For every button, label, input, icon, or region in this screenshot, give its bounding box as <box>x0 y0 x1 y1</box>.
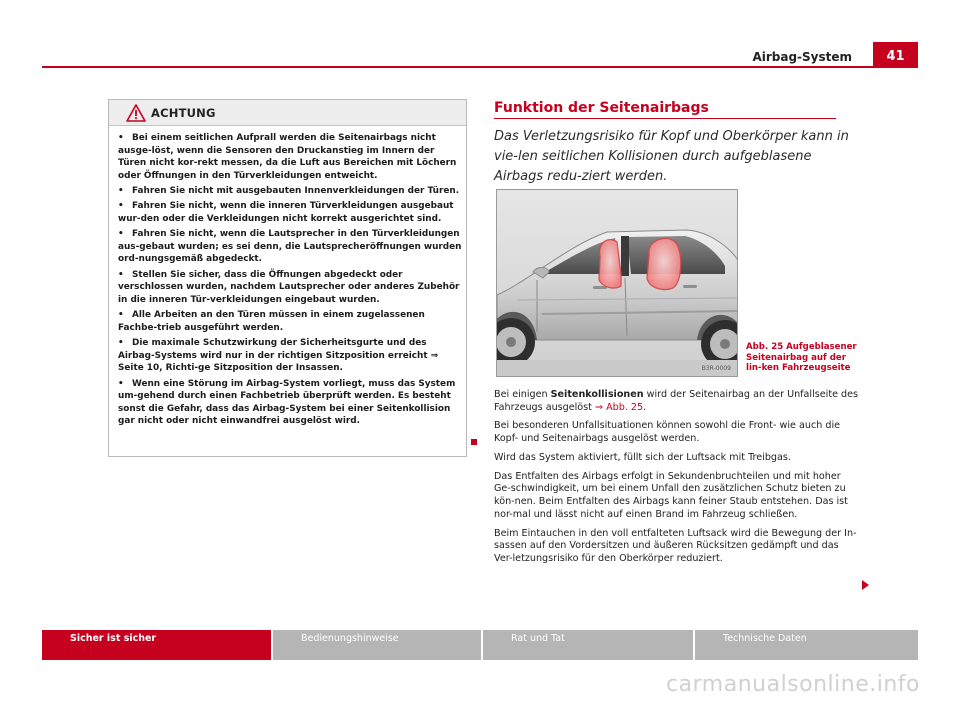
warning-list <box>118 132 462 431</box>
paragraph: Bei einigen Seitenkollisionen wird der Seitenairbag an der Unfallseite des Fahrzeugs ausgelöst ⇒ Abb. 25. <box>494 389 859 413</box>
car-illustration <box>497 190 738 377</box>
body-text <box>494 389 859 572</box>
watermark: carmanualsonline.info <box>666 672 920 697</box>
warning-item: • Fahren Sie nicht, wenn die Lautsprecher in den Türverkleidungen aus-gebaut wurden; es sei denn, die Lautsprecheröffnungen wurden ord-nungsgemäß abgedeckt. <box>118 229 462 265</box>
warning-item: • Alle Arbeiten an den Türen müssen in einem zugelassenen Fachbe-trieb ausgeführt werden. <box>118 310 425 333</box>
footer-tab-sicher-ist-sicher[interactable]: Sicher ist sicher <box>42 630 271 660</box>
continue-arrow-icon <box>862 580 869 590</box>
footer-tab-technische-daten[interactable]: Technische Daten <box>695 630 918 660</box>
warning-item: • Fahren Sie nicht mit ausgebauten Innenverkleidungen der Türen. <box>118 186 460 197</box>
section-rule <box>494 118 836 119</box>
figure-reference-link[interactable]: ⇒ Abb. 25 <box>595 401 644 413</box>
warning-title: ACHTUNG <box>151 106 216 120</box>
section-intro: Das Verletzungsrisiko für Kopf und Oberkörper kann in vie-len seitlichen Kollisionen durch aufgeblasene Airbags redu-ziert werden. <box>494 129 849 184</box>
warning-item: • Fahren Sie nicht, wenn die inneren Türverkleidungen ausgebaut wur-den oder die Verkleidungen nicht korrekt ausgerichtet sind. <box>118 201 454 224</box>
section-end-marker <box>471 439 477 445</box>
warning-item: • Stellen Sie sicher, dass die Öffnungen abgedeckt oder verschlossen wurden, nachdem Lautsprecher oder anderes Zubehör in die inneren Tür-verkleidungen eingebaut wurden. <box>118 269 460 305</box>
warning-box <box>108 99 467 457</box>
warning-header <box>109 100 466 126</box>
header-rule <box>42 66 917 68</box>
warning-item: • Die maximale Schutzwirkung der Sicherheitsgurte und des Airbag-Systems wird nur in der richtigen Sitzposition erreicht ⇒ Seite 10, Richti-ge Sitzposition der Insassen. <box>118 338 439 374</box>
paragraph: Wird das System aktiviert, füllt sich der Luftsack mit Treibgas. <box>494 451 791 463</box>
warning-item: • Bei einem seitlichen Aufprall werden die Seitenairbags nicht ausge-löst, wenn die Sensoren den Druckanstieg im Innern der Türen nicht kor-rekt messen, da die Luft aus Bereichen mit Löchern oder Öffnungen in den Türverkleidungen entweicht. <box>118 133 457 181</box>
figure-caption: Abb. 25 Aufgeblasener Seitenairbag auf der lin-ken Fahrzeugseite <box>746 342 857 373</box>
footer-tab-bedienungshinweise[interactable]: Bedienungshinweise <box>273 630 481 660</box>
paragraph: Beim Eintauchen in den voll entfalteten Luftsack wird die Bewegung der In-sassen auf den Vordersitzen und äußeren Rücksitzen gedämpft und das Ver-letzungsrisiko für den Oberkörper reduziert. <box>494 527 857 564</box>
paragraph: Das Entfalten des Airbags erfolgt in Sekundenbruchteilen und mit hoher Ge-schwindigkeit, um bei einem Unfall den zusätzlichen Schutz bieten zu kön-nen. Beim Entfalten des Airbags kann feiner Staub entstehen. Das ist nor-mal und lässt nicht auf einen Brand im Fahrzeug schließen. <box>494 470 848 520</box>
page-number: 41 <box>873 42 918 68</box>
section-title: Funktion der Seitenairbags <box>494 100 709 116</box>
warning-item: • Wenn eine Störung im Airbag-System vorliegt, muss das System um-gehend durch einen Fachbetrieb überprüft werden. Es besteht sonst die Gefahr, dass das Airbag-System bei einer Seitenkollision gar nicht oder nicht einwandfrei ausgelöst wird. <box>118 378 456 427</box>
footer-tab-rat-und-tat[interactable]: Rat und Tat <box>483 630 693 660</box>
paragraph: Bei besonderen Unfallsituationen können sowohl die Front- wie auch die Kopf- und Seitenairbags ausgelöst werden. <box>494 420 841 445</box>
header-title: Airbag-System <box>752 50 852 64</box>
figure-code: B3R-0009 <box>701 365 731 372</box>
figure-car-side-airbag <box>496 189 738 377</box>
warning-triangle-icon <box>126 104 146 122</box>
page-reference-link[interactable]: ⇒ Seite 10, Richti-ge Sitzposition der Insassen <box>118 350 439 374</box>
